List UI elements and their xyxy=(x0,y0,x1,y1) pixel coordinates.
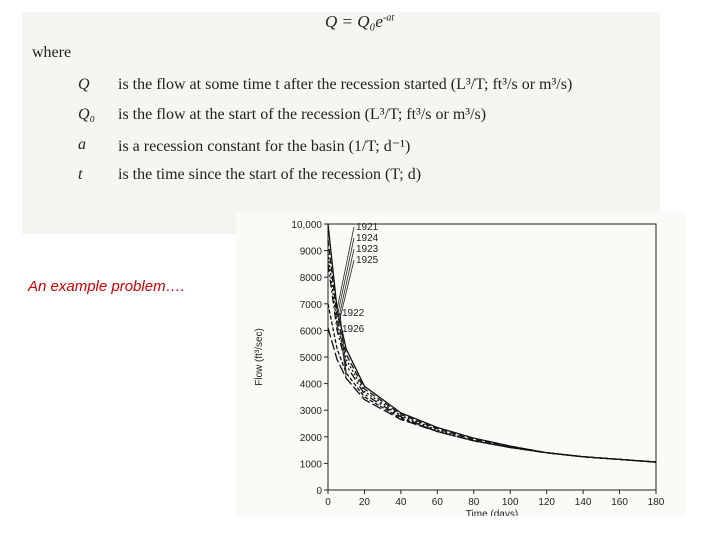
x-tick-label: 60 xyxy=(431,497,443,508)
where-label: where xyxy=(32,44,72,61)
series-label-1923: 1923 xyxy=(356,244,379,255)
y-tick-label: 8000 xyxy=(299,273,322,285)
definition-text: is the flow at some time t after the recession started (L³/T; ft³/s or m³/s) xyxy=(118,76,573,93)
definition-symbol: Q xyxy=(78,76,90,93)
x-tick-label: 0 xyxy=(325,497,331,508)
series-label-1922: 1922 xyxy=(342,308,365,319)
x-tick-label: 120 xyxy=(538,497,556,508)
formula-exponent: -at xyxy=(382,12,395,24)
series-leader-1924 xyxy=(337,238,354,317)
recession-chart-panel xyxy=(236,212,686,516)
series-label-1921: 1921 xyxy=(356,222,379,233)
y-tick-label: 7000 xyxy=(299,299,322,311)
x-tick-label: 140 xyxy=(574,497,592,508)
x-tick-label: 160 xyxy=(611,497,628,508)
y-tick-label: 5000 xyxy=(299,353,322,364)
y-tick-label: 6000 xyxy=(299,326,322,338)
definition-text: is the flow at the start of the recession (L³/T; ft³/s or m³/s) xyxy=(118,106,487,123)
x-axis-label: Time (days) xyxy=(465,509,519,516)
formula-text: $Q = Q_0e^{-at}$ xyxy=(325,12,395,31)
series-line-1923 xyxy=(328,253,656,462)
y-tick-label: 4000 xyxy=(299,379,322,391)
x-tick-label: 180 xyxy=(647,497,665,508)
x-tick-label: 100 xyxy=(501,497,519,508)
series-line-1925 xyxy=(328,264,656,462)
x-tick-label: 80 xyxy=(468,497,480,508)
definition-text: is the time since the start of the recession (T; d) xyxy=(118,166,422,183)
definition-symbol: a xyxy=(78,136,86,153)
y-tick-label: 2000 xyxy=(299,432,322,444)
series-label-1924: 1924 xyxy=(356,233,379,244)
definition-symbol: Q₀ xyxy=(78,106,96,123)
y-tick-label: 9000 xyxy=(299,246,322,258)
y-axis-label: Flow (ft³/sec) xyxy=(254,328,265,386)
example-caption: An example problem…. xyxy=(28,278,185,295)
recession-formula xyxy=(325,12,394,32)
series-line-1924 xyxy=(328,240,656,462)
y-tick-label: 0 xyxy=(316,486,322,497)
y-tick-label: 3000 xyxy=(299,406,322,418)
x-tick-label: 40 xyxy=(395,497,407,508)
series-label-1925: 1925 xyxy=(356,255,379,266)
series-line-1922 xyxy=(328,304,656,462)
definition-symbol: t xyxy=(78,166,83,183)
y-tick-label: 1000 xyxy=(299,459,322,471)
series-label-1926: 1926 xyxy=(342,324,365,335)
y-tick-label: 10,000 xyxy=(291,220,322,231)
definition-text: is a recession constant for the basin (1/T; d⁻¹) xyxy=(118,138,411,155)
x-tick-label: 20 xyxy=(358,497,371,508)
recession-chart xyxy=(236,212,686,516)
